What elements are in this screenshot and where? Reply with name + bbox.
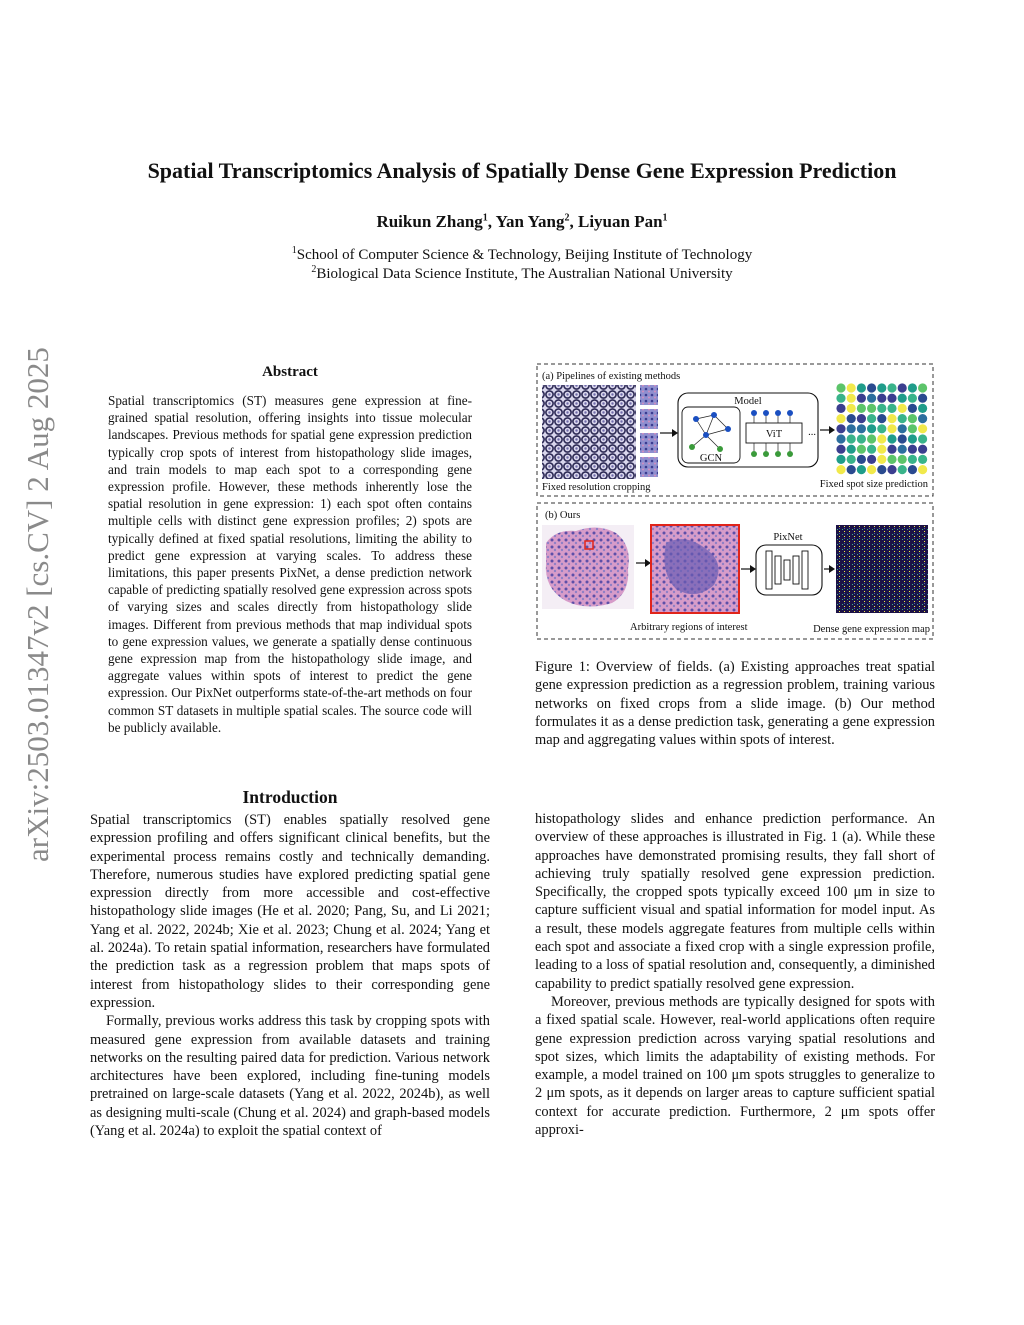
- spot-dot: [898, 414, 907, 423]
- author-name: Ruikun Zhang: [376, 212, 483, 231]
- author-name: Liyuan Pan: [577, 212, 663, 231]
- spot-dot: [877, 434, 886, 443]
- spot-dot: [898, 424, 907, 433]
- crop-thumb: [640, 385, 658, 405]
- spot-dot: [908, 383, 917, 392]
- spot-dot: [847, 424, 856, 433]
- spot-dot: [847, 394, 856, 403]
- arrow-head-icon: [829, 426, 835, 434]
- author-name: Yan Yang: [495, 212, 565, 231]
- author-sup: 2: [564, 212, 570, 224]
- spot-dot: [857, 414, 866, 423]
- figure-1: [536, 363, 934, 641]
- crop-thumb: [640, 409, 658, 429]
- affil-sup: 1: [291, 245, 297, 256]
- spot-dot: [918, 424, 927, 433]
- spot-dot: [887, 394, 896, 403]
- slide-tissue: [546, 527, 629, 606]
- spot-dot: [847, 465, 856, 474]
- spot-dot: [857, 424, 866, 433]
- paragraph: Formally, previous works address this task by cropping spots with measured gene expression from available datasets and training networks on the resulting paired data for prediction. Various network architectures have been explored, including fine-tuning models pretrained on large-scale datasets (Yang et al. 2022, 2024b), as well as designing multi-scale (Chung et al. 2024) and graph-based models (Yang et al. 2024a) to exploit the spatial context of: [90, 1013, 490, 1140]
- spot-dot: [847, 455, 856, 464]
- spot-dot: [898, 455, 907, 464]
- paragraph: Spatial transcriptomics (ST) enables spatially resolved gene expression profiling and offers significant clinical benefits, but the experimental process remains costly and technically demanding. Therefore, numerous studies have explored predicting spatial gene expression directly from more accessible and cost-effective histopathology slide images (He et al. 2020; Pang, Su, and Li 2021; Yang et al. 2022, 2024b; Xie et al. 2023; Chung et al. 2024; Yang et al. 2024a). To retain spatial information, researchers have formulated the prediction task as a regression problem that maps spots of interest from histopathology slides to their corresponding gene expression.: [90, 812, 490, 1011]
- ellipsis: ...: [808, 427, 816, 438]
- spot-dot: [867, 383, 876, 392]
- token-node: [763, 451, 769, 457]
- spot-dot: [877, 455, 886, 464]
- spot-dot: [847, 383, 856, 392]
- spot-dot: [857, 465, 866, 474]
- affiliation-text: Biological Data Science Institute, The Australian National University: [316, 266, 733, 282]
- graph-node: [689, 444, 695, 450]
- dense-map-label: Dense gene expression map: [813, 624, 930, 635]
- spot-dot: [867, 404, 876, 413]
- panel-b-label: (b) Ours: [545, 510, 581, 521]
- dense-map: [836, 525, 928, 613]
- spot-dot: [877, 414, 886, 423]
- spot-dot: [877, 445, 886, 454]
- right-column: [535, 810, 935, 1139]
- spot-dot: [857, 455, 866, 464]
- spot-dot: [836, 383, 845, 392]
- spot-dot: [887, 465, 896, 474]
- token-node: [751, 451, 757, 457]
- spot-dot: [857, 383, 866, 392]
- slide-crops: [542, 385, 636, 479]
- spot-dot: [836, 465, 845, 474]
- arrow-head-icon: [672, 429, 678, 437]
- introduction-heading: Introduction: [242, 787, 338, 807]
- paragraph: Moreover, previous methods are typically designed for spots with a fixed spatial scale. However, real-world applications often require gene expression prediction across varying spatial resolutions and spot sizes, which limits the adaptability of existing methods. For example, a model trained on 100 μm spots struggles to generalize to 2 μm spots, as it depends on larger areas to capture sufficient spatial context for accurate prediction. Furthermore, 2 μm spots offer approxi-: [535, 993, 935, 1139]
- spot-dot: [908, 455, 917, 464]
- spot-dot: [898, 383, 907, 392]
- author-sup: 1: [482, 212, 488, 224]
- spot-dot: [887, 383, 896, 392]
- spot-dot: [908, 465, 917, 474]
- spot-dot: [867, 414, 876, 423]
- spot-dot: [908, 445, 917, 454]
- spot-dot: [867, 445, 876, 454]
- spot-dot: [836, 445, 845, 454]
- spot-dot: [836, 434, 845, 443]
- paper-title: Spatial Transcriptomics Analysis of Spatially Dense Gene Expression Prediction: [147, 158, 897, 183]
- figure-caption: Figure 1: Overview of fields. (a) Existing approaches treat spatial gene expression prediction as a regression problem, training various networks on fixed crops from a slide image. (b) Our method formulates it as a dense prediction task, generating a gene expression map and aggregating values within spots of interest.: [535, 659, 935, 749]
- spot-dot: [918, 383, 927, 392]
- arrow-head-icon: [750, 565, 756, 573]
- spot-dot: [857, 394, 866, 403]
- spot-dot: [918, 434, 927, 443]
- spot-dot: [887, 424, 896, 433]
- left-column: [90, 811, 490, 1140]
- author-list: Ruikun Zhang$^1$, Yan Yang$^2$, Liyuan Pan$^1$: [376, 212, 668, 231]
- model-label: Model: [734, 396, 762, 407]
- token-node: [775, 410, 781, 416]
- spot-dot: [918, 465, 927, 474]
- spot-dot: [877, 383, 886, 392]
- token-node: [787, 451, 793, 457]
- spot-dot: [898, 394, 907, 403]
- spot-dot: [918, 404, 927, 413]
- affiliation-text: School of Computer Science & Technology, Beijing Institute of Technology: [296, 247, 753, 263]
- spot-dot: [847, 404, 856, 413]
- pixnet-layer: [784, 560, 790, 580]
- spot-grid: [836, 383, 927, 474]
- pixnet-label: PixNet: [773, 532, 803, 543]
- fixed-cropping-label: Fixed resolution cropping: [542, 482, 651, 493]
- spot-dot: [898, 434, 907, 443]
- spot-dot: [908, 424, 917, 433]
- spot-dot: [847, 434, 856, 443]
- token-node: [787, 410, 793, 416]
- pixnet-layer: [793, 556, 799, 584]
- token-node: [775, 451, 781, 457]
- fixed-spot-label: Fixed spot size prediction: [819, 479, 928, 490]
- spot-dot: [887, 445, 896, 454]
- arrow-head-icon: [829, 565, 835, 573]
- spot-dot: [877, 404, 886, 413]
- spot-dot: [918, 414, 927, 423]
- spot-dot: [908, 414, 917, 423]
- paragraph: histopathology slides and enhance prediction performance. An overview of these approaches is illustrated in Fig. 1 (a). While these approaches have demonstrated promising results, they fall short of achieving truly spatially resolved gene expression prediction. Specifically, the cropped spots typically exceed 100 μm in size to capture sufficient visual and spatial information for model input. As a result, these models aggregate features from multiple cells within each spot and associate a fixed crop with a single expression profile, leading to a loss of spatial resolution and, consequently, a diminished capability to predict spatially resolved gene expression.: [535, 811, 935, 992]
- spot-dot: [898, 404, 907, 413]
- spot-dot: [867, 465, 876, 474]
- spot-dot: [857, 434, 866, 443]
- affiliation: [60, 246, 984, 265]
- affiliation: [60, 265, 984, 284]
- spot-dot: [836, 404, 845, 413]
- token-node: [763, 410, 769, 416]
- spot-dot: [877, 394, 886, 403]
- token-node: [751, 410, 757, 416]
- arxiv-sidebar: arXiv:2503.01347v2 [cs.CV] 2 Aug 2025: [20, 347, 55, 862]
- pixnet-layer: [766, 551, 772, 589]
- spot-dot: [857, 445, 866, 454]
- abstract-text: Spatial transcriptomics (ST) measures gene expression at fine-grained spatial resolution, offering insights into tissue molecular landscapes. Previous methods for spatial gene expression prediction typically crop spots of interest from histopathology slide images, and train models to map each spot to a corresponding gene expression profile. However, these methods inherently lose the spatial resolution in gene expression: 1) each spot often contains multiple cells with distinct gene expression profiles; 2) spots are typically defined at fixed spatial resolutions, limiting the ability to predict gene expression at varying scales. To address these limitations, this paper presents PixNet, a dense prediction network capable of predicting spatially resolved gene expression across spots of varying sizes and scales directly from histopathology slide images. Different from previous methods that map individual spots to gene expression values, we generate a spatially dense continuous gene expression map from the histopathology slide image, and aggregate values within spots of interest to predict the gene expression. Our PixNet outperforms state-of-the-art methods on four common ST datasets in multiple spatial scales. The source code will be publicly available.: [108, 393, 472, 735]
- spot-dot: [836, 455, 845, 464]
- spot-dot: [867, 455, 876, 464]
- spot-dot: [918, 394, 927, 403]
- spot-dot: [918, 455, 927, 464]
- spot-dot: [836, 414, 845, 423]
- affiliations: [60, 246, 984, 284]
- spot-dot: [887, 414, 896, 423]
- spot-dot: [887, 404, 896, 413]
- spot-dot: [887, 434, 896, 443]
- spot-dot: [877, 465, 886, 474]
- spot-dot: [847, 414, 856, 423]
- spot-dot: [847, 445, 856, 454]
- spot-dot: [836, 394, 845, 403]
- graph-node: [703, 432, 709, 438]
- spot-dot: [908, 394, 917, 403]
- spot-dot: [867, 394, 876, 403]
- graph-node: [693, 416, 699, 422]
- crop-thumb: [640, 457, 658, 477]
- pixnet-layer: [802, 551, 808, 589]
- affil-sup: 2: [311, 264, 317, 275]
- pixnet-layer: [775, 556, 781, 584]
- crop-thumb: [640, 433, 658, 453]
- figure-1-graphic: [536, 363, 934, 641]
- spot-dot: [887, 455, 896, 464]
- spot-dot: [908, 404, 917, 413]
- spot-dot: [867, 434, 876, 443]
- spot-dot: [898, 445, 907, 454]
- graph-node: [717, 446, 723, 452]
- spot-dot: [877, 424, 886, 433]
- spot-dot: [908, 434, 917, 443]
- spot-dot: [836, 424, 845, 433]
- gcn-label: GCN: [699, 453, 723, 464]
- panel-a-label: (a) Pipelines of existing methods: [542, 371, 681, 382]
- arbitrary-roi-label: Arbitrary regions of interest: [630, 622, 748, 633]
- abstract-heading: Abstract: [262, 364, 318, 380]
- author-sup: 1: [662, 212, 668, 224]
- spot-dot: [898, 465, 907, 474]
- spot-dot: [867, 424, 876, 433]
- spot-dot: [918, 445, 927, 454]
- spot-dot: [857, 404, 866, 413]
- graph-node: [711, 412, 717, 418]
- graph-node: [725, 426, 731, 432]
- vit-label: ViT: [765, 429, 783, 440]
